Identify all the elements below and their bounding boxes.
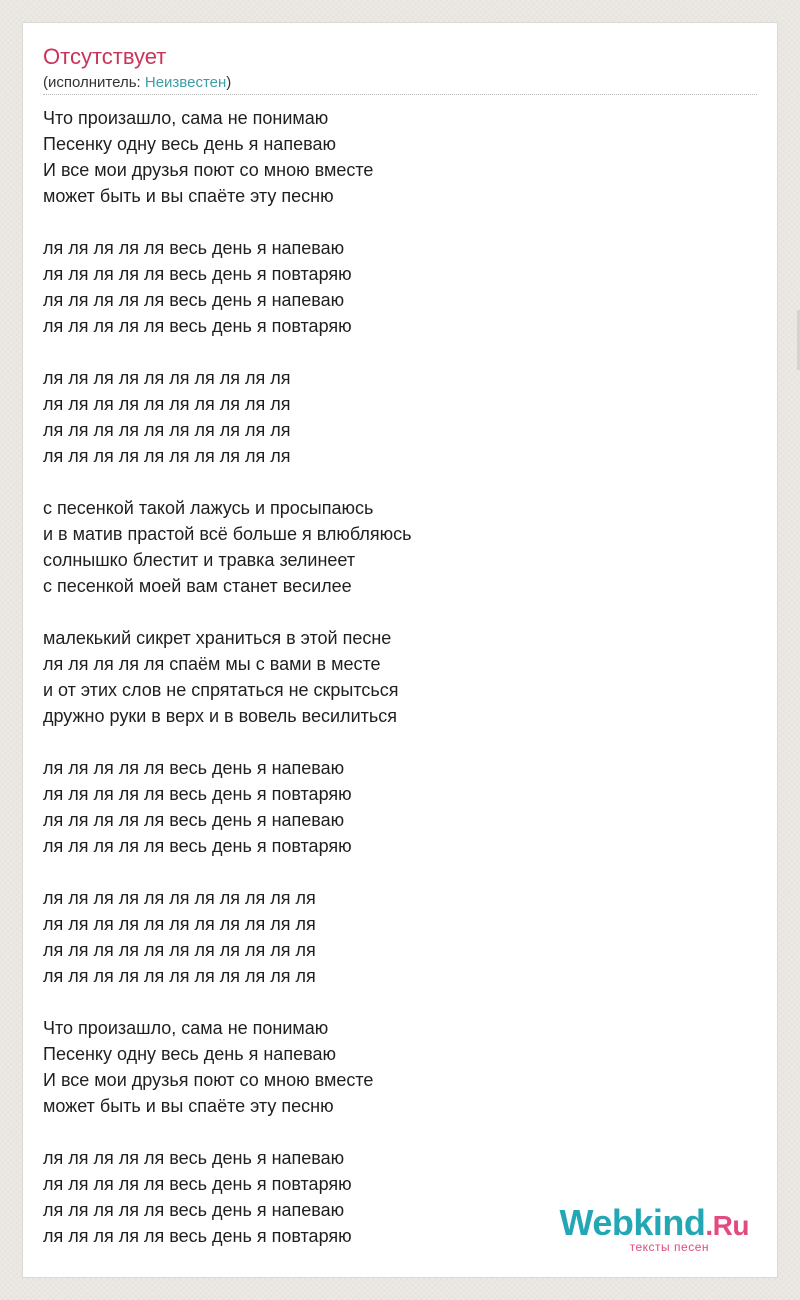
- lyric-line: ля ля ля ля ля весь день я напеваю: [43, 238, 345, 258]
- stanza-gap: [43, 339, 412, 365]
- stanza-gap: [43, 729, 412, 755]
- lyric-line: ля ля ля ля ля ля ля ля ля ля ля: [43, 966, 316, 986]
- lyric-line: ля ля ля ля ля ля ля ля ля ля: [43, 368, 291, 388]
- stanza-gap: [43, 859, 412, 885]
- artist-link[interactable]: Неизвестен: [144, 74, 227, 91]
- lyric-line: ля ля ля ля ля весь день я повтаряю: [43, 316, 352, 336]
- lyric-line: Что произашло, сама не понимаю: [43, 108, 329, 128]
- lyric-line: ля ля ля ля ля весь день я напеваю: [43, 1200, 345, 1220]
- lyric-line: и от этих слов не спрятаться не скрытсься: [43, 680, 399, 700]
- lyric-line: ля ля ля ля ля весь день я повтаряю: [43, 264, 352, 284]
- lyric-line: с песенкой такой лажусь и просыпаюсь: [43, 498, 374, 518]
- lyric-line: Что произашло, сама не понимаю: [43, 1018, 329, 1038]
- stanza-gap: [43, 989, 412, 1015]
- lyric-line: Песенку одну весь день я напеваю: [43, 1044, 336, 1064]
- stanza-gap: [43, 469, 412, 495]
- logo-wordmark: [560, 1204, 749, 1245]
- lyric-line: ля ля ля ля ля ля ля ля ля ля: [43, 420, 291, 440]
- lyric-line: И все мои друзья поют со мною вместе: [43, 160, 374, 180]
- lyric-line: и в матив прастой всё больше я влюбляюсь: [43, 524, 412, 544]
- lyric-line: ля ля ля ля ля ля ля ля ля ля: [43, 394, 291, 414]
- stanza-gap: [43, 1119, 412, 1145]
- song-title: Отсутствует: [43, 44, 167, 69]
- logo-name: Webkind: [559, 1202, 706, 1243]
- lyric-line: ля ля ля ля ля спаём мы с вами в месте: [43, 654, 381, 674]
- lyric-line: ля ля ля ля ля ля ля ля ля ля ля: [43, 940, 316, 960]
- lyric-line: ля ля ля ля ля весь день я повтаряю: [43, 784, 352, 804]
- lyric-line: малекький сикрет храниться в этой песне: [43, 628, 392, 648]
- site-logo[interactable]: [560, 1204, 749, 1253]
- lyric-line: ля ля ля ля ля весь день я повтаряю: [43, 1174, 352, 1194]
- stanza-gap: [43, 209, 412, 235]
- lyrics-card: [22, 22, 778, 1278]
- lyric-line: ля ля ля ля ля весь день я повтаряю: [43, 1226, 352, 1246]
- lyric-line: ля ля ля ля ля ля ля ля ля ля ля: [43, 914, 316, 934]
- lyric-line: И все мои друзья поют со мною вместе: [43, 1070, 374, 1090]
- artist-prefix: (исполнитель:: [43, 74, 145, 91]
- title-divider: [43, 94, 757, 95]
- stanza-gap: [43, 599, 412, 625]
- lyric-line: ля ля ля ля ля весь день я напеваю: [43, 810, 345, 830]
- lyric-line: ля ля ля ля ля ля ля ля ля ля: [43, 446, 291, 466]
- lyric-line: ля ля ля ля ля весь день я повтаряю: [43, 836, 352, 856]
- lyric-line: может быть и вы спаёте эту песню: [43, 1096, 334, 1116]
- artist-line: [43, 73, 231, 93]
- lyric-line: ля ля ля ля ля весь день я напеваю: [43, 1148, 345, 1168]
- lyric-line: дружно руки в верх и в вовель весилиться: [43, 706, 397, 726]
- lyric-line: ля ля ля ля ля весь день я напеваю: [43, 290, 345, 310]
- artist-suffix: ): [226, 74, 232, 91]
- logo-tagline: тексты песен: [629, 1240, 709, 1254]
- lyric-line: солнышко блестит и травка зелинеет: [43, 550, 356, 570]
- lyric-line: с песенкой моей вам станет весилее: [43, 576, 352, 596]
- logo-domain: .Ru: [705, 1210, 749, 1241]
- lyric-line: ля ля ля ля ля весь день я напеваю: [43, 758, 345, 778]
- lyric-line: может быть и вы спаёте эту песню: [43, 186, 334, 206]
- lyrics-text: [43, 105, 412, 1249]
- lyric-line: ля ля ля ля ля ля ля ля ля ля ля: [43, 888, 316, 908]
- lyric-line: Песенку одну весь день я напеваю: [43, 134, 336, 154]
